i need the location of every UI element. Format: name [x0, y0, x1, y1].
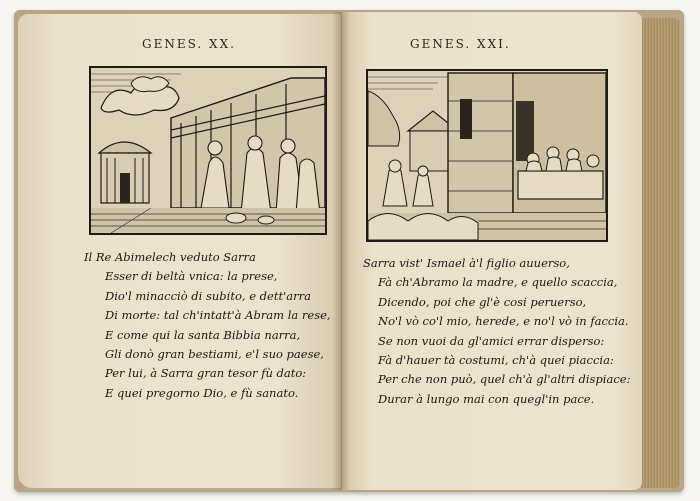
right-verse-stanza — [363, 254, 630, 409]
verse-line: Fà ch'Abramo la madre, e quello scaccia, — [378, 275, 618, 290]
verse-line: Dicendo, poi che gl'è cosi peruerso, — [378, 294, 587, 309]
book-gutter — [332, 12, 350, 490]
verse-line: Il Re Abimelech veduto Sarra — [84, 250, 256, 264]
verse-line: E quei pregorno Dio, e fù sanato. — [105, 385, 299, 400]
verse-line: Di morte: tal ch'intatt'à Abram la rese, — [105, 308, 331, 323]
left-verse-stanza — [84, 248, 331, 403]
verse-line: Dio'l minacciò di subito, e dett'arra — [105, 288, 311, 303]
verse-line: E come qui la santa Bibbia narra, — [105, 327, 301, 342]
woodcut-illustration-right — [366, 69, 608, 242]
verse-line: Per lui, à Sarra gran tesor fù dato: — [105, 366, 307, 381]
woodcut-illustration-left — [89, 66, 327, 235]
right-page-header: GENES. XXI. — [410, 37, 511, 51]
verse-line: No'l vò co'l mio, herede, e no'l vò in faccia. — [378, 314, 629, 329]
verse-line: Durar à lungo mai con quegl'in pace. — [378, 391, 595, 406]
verse-line: Se non vuoi da gl'amici errar disperso: — [378, 333, 605, 348]
verse-line: Esser di beltà vnica: la prese, — [105, 269, 278, 284]
page-edges — [640, 18, 680, 488]
left-page-header: GENES. XX. — [142, 37, 236, 51]
verse-line: Gli donò gran bestiami, e'l suo paese, — [105, 347, 324, 362]
verse-line: Per che non può, quel ch'à gl'altri dispiace: — [378, 372, 631, 387]
verse-line: Fà d'hauer tà costumi, ch'à quei piaccia: — [378, 353, 614, 368]
verse-line: Sarra vist' Ismael à'l figlio auuerso, — [363, 256, 570, 270]
